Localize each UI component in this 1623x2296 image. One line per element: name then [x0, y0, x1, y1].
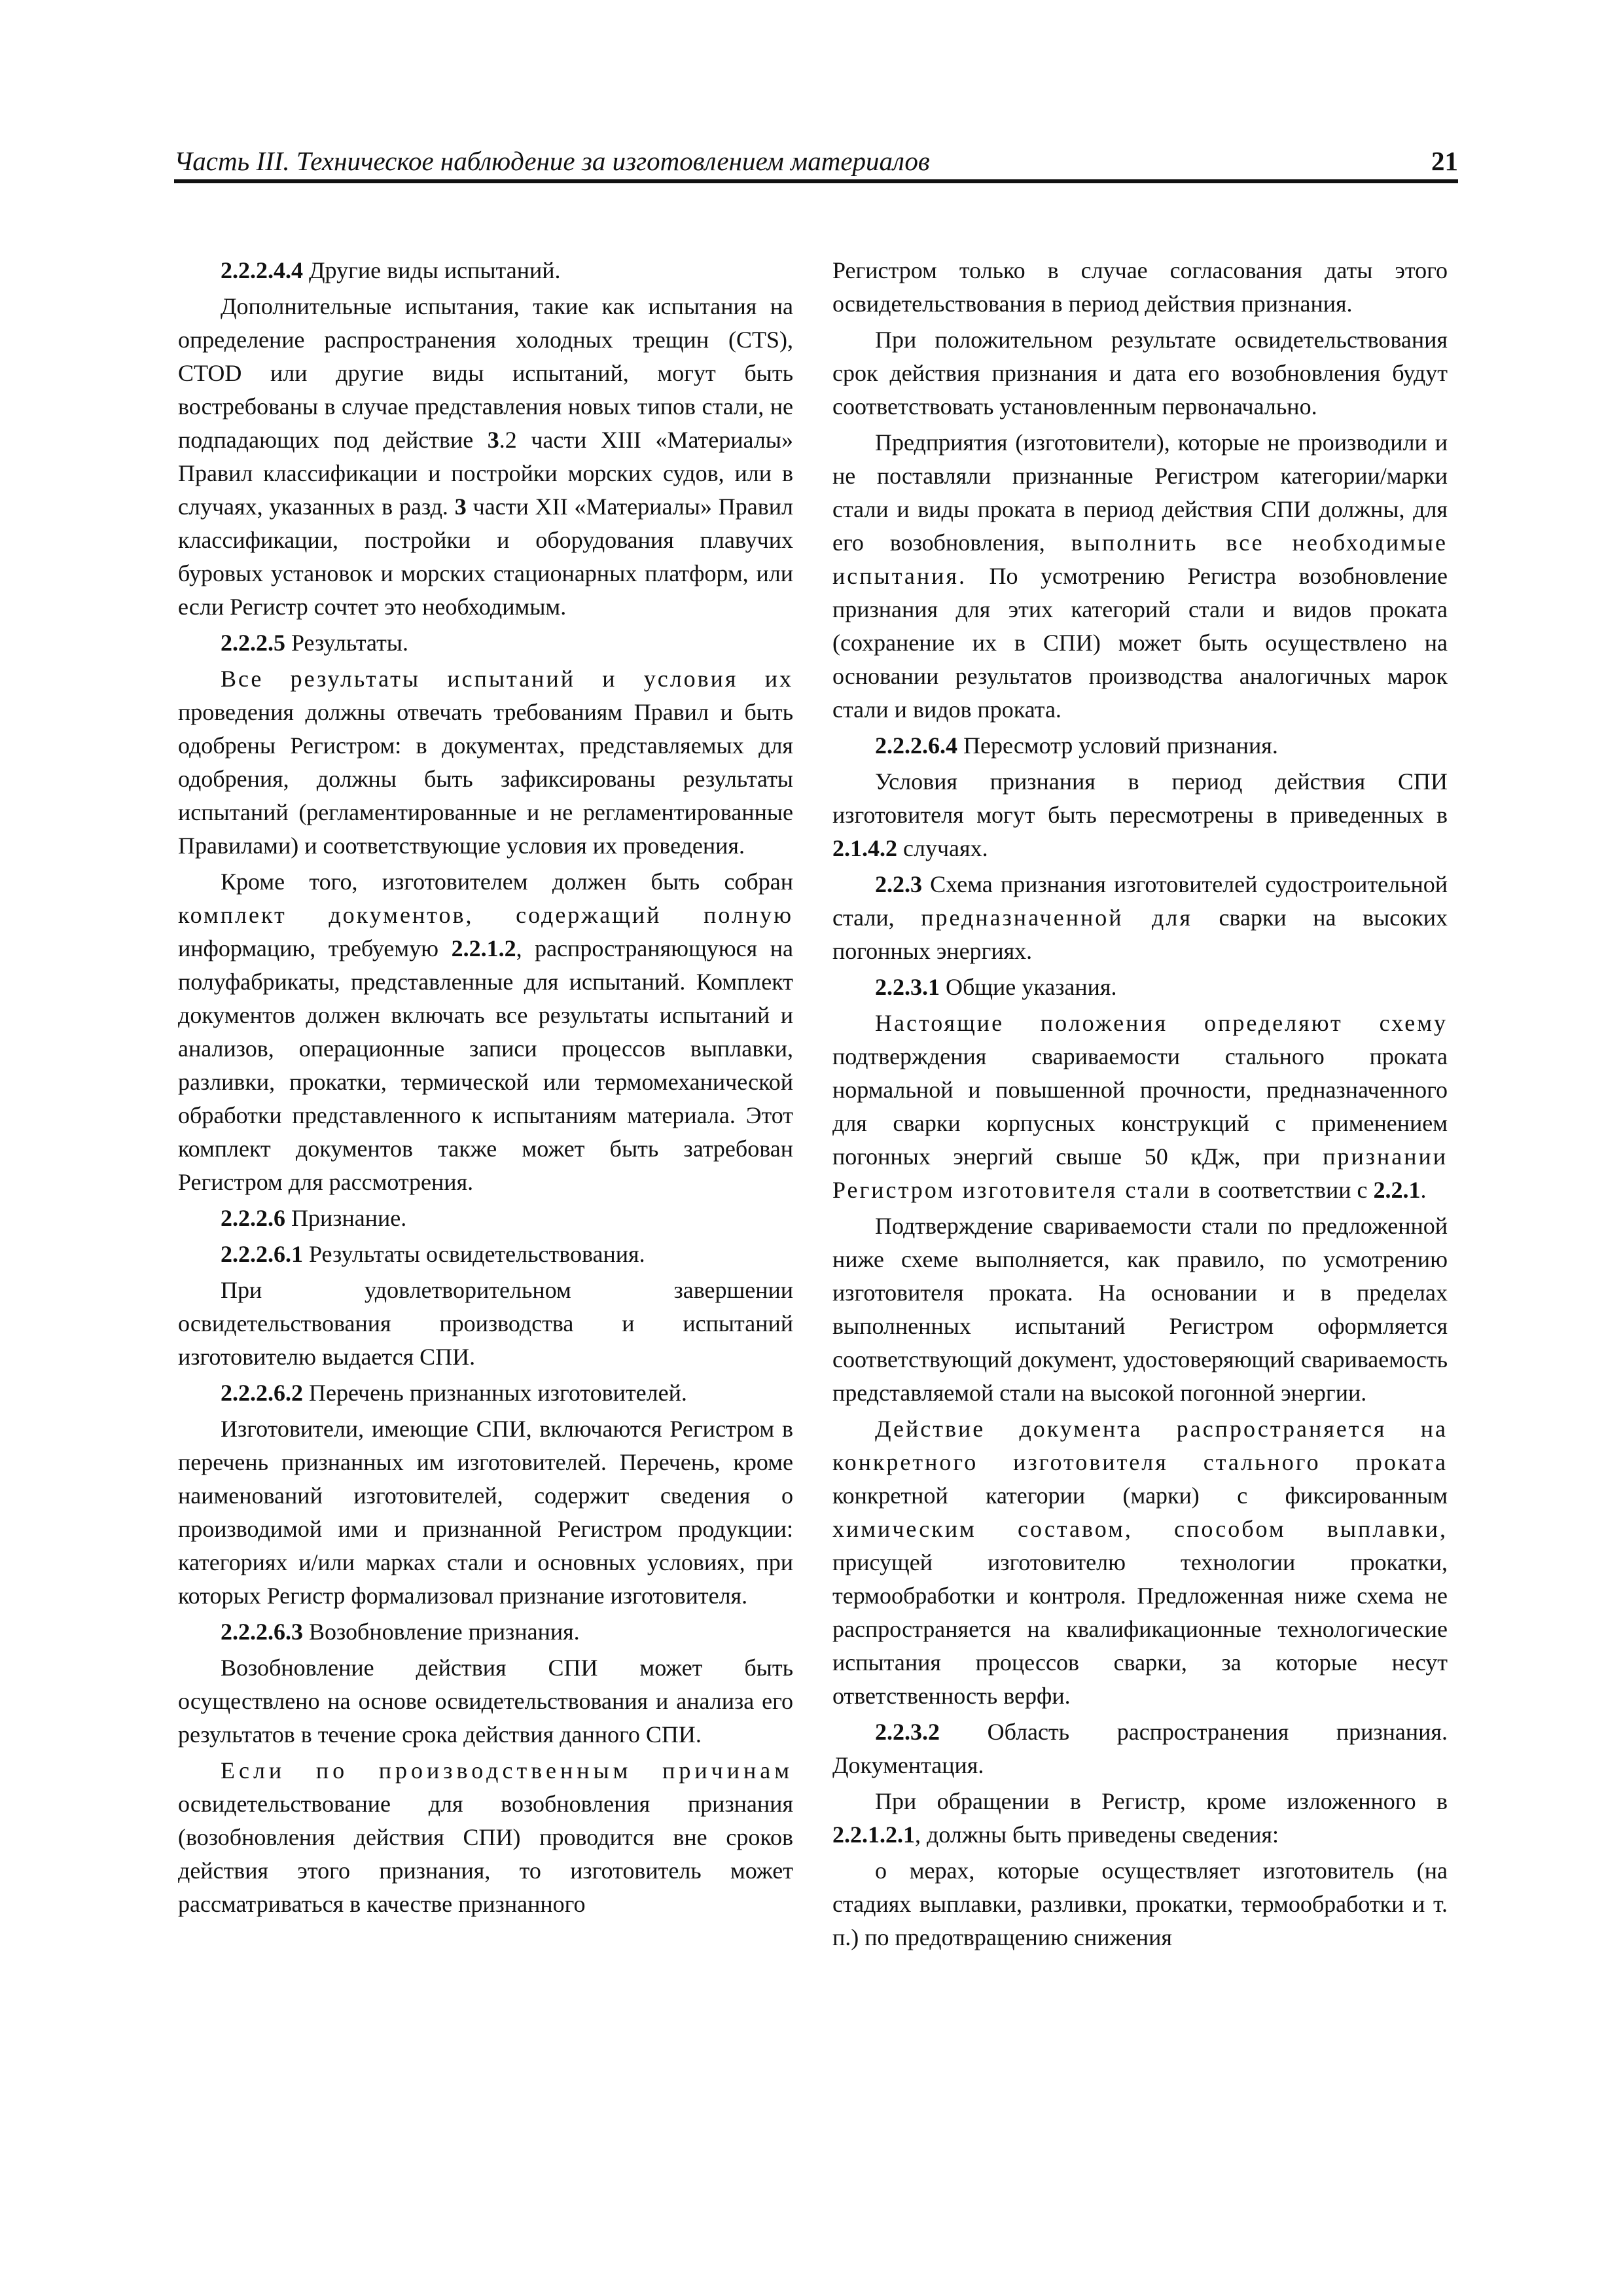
paragraph: о мерах, которые осуществляет изготовитель (на стадиях выплавки, разливки, прокатки, термообработки и т. п.) по предотвращению снижения: [832, 1857, 1448, 1950]
section-heading: [832, 729, 1448, 762]
reference: 2.1.4.2: [832, 835, 897, 861]
paragraph: [832, 765, 1448, 865]
section-number: 2.2.3: [875, 871, 922, 897]
text-run: .: [1420, 1177, 1427, 1203]
text-run: , распространяющуюся на полуфабрикаты, представленные для испытаний. Комплект документов должен включать все результаты испытаний и анализов, операционные записи процессов выплавки, разливки, прокатки, термической или термомеханической обработки представленного к испытаниям материала. Этот комплект документов также может быть затребован Регистром для рассмотрения.: [178, 935, 793, 1195]
section-number: 2.2.2.6.1: [221, 1241, 303, 1267]
paragraph: При положительном результате освидетельствования срок действия признания и дата его возобновления будут соответствовать установленным первоначально.: [832, 327, 1448, 420]
paragraph: Подтверждение свариваемости стали по предложенной ниже схеме выполняется, как правило, по усмотрению изготовителя проката. На основании и в пределах выполненных испытаний Регистром оформляется соответствующий документ, удостоверяющий свариваемость представляемой стали на высокой погонной энергии.: [832, 1213, 1448, 1406]
section-heading: [178, 1202, 793, 1235]
text-run: Предприятия (изготовители), которые не производили и не поставляли признанные Регистром категории/марки стали и виды проката в период действия СПИ должны, для его возобновления,: [832, 429, 1448, 556]
reference: 3: [454, 493, 467, 520]
text-run: освидетельствование для возобновления признания (возобновления действия СПИ) проводится вне сроков действия этого признания, то изготовитель может рассматриваться в качестве признанного: [178, 1791, 793, 1917]
text-run: Все результаты испытаний и условия их: [221, 666, 793, 692]
section-heading: [832, 1715, 1448, 1782]
section-title: Результаты.: [285, 630, 408, 656]
section-title: Пересмотр условий признания.: [957, 732, 1278, 759]
section-heading: [178, 626, 793, 660]
section-heading: [178, 1238, 793, 1271]
section-number: 2.2.2.6.3: [221, 1619, 303, 1645]
text-run: Дополнительные испытания, такие как испытания на определение распространения холодных трещин (CTS), CTOD или другие виды испытаний, могут быть востребованы в случае представления новых типов стали, не подпадающих под действие: [178, 293, 793, 453]
section-heading: [832, 868, 1448, 968]
section-title: Возобновление признания.: [303, 1619, 580, 1645]
paragraph: Изготовители, имеющие СПИ, включаются Регистром в перечень признанных им изготовителей. Перечень, кроме наименований изготовителей, содержит сведения о производимой ими и признанной Регистром продукции: категориях и/или марках стали и основных условиях, при которых Регистр формализовал признание изготовителя.: [178, 1416, 793, 1609]
paragraph: [178, 662, 793, 863]
paragraph: [832, 1785, 1448, 1852]
text-run: соответствии с: [1212, 1177, 1374, 1203]
reference: 2.2.1.2.1: [832, 1821, 915, 1848]
section-title: Область распространения признания. Документация.: [832, 1719, 1448, 1778]
text-run: подтверждения свариваемости стального проката нормальной и повышенной прочности, предназначенного для сварки корпусных конструкций с применением погонных энергий свыше 50 кДж, при: [832, 1043, 1448, 1170]
paragraph: [178, 290, 793, 624]
text-run: При обращении в Регистр, кроме изложенного в: [875, 1788, 1448, 1814]
page-number: 21: [1431, 146, 1458, 176]
text-run: выполнить все необходимые испытания.: [832, 529, 1448, 589]
text-run: информацию, требуемую: [178, 935, 452, 961]
text-run: комплект документов, содержащий полную: [178, 902, 793, 928]
text-run: конкретной категории (марки) с фиксированным: [832, 1482, 1448, 1509]
right-column: [832, 254, 1448, 1957]
text-run: химическим составом, способом выплавки,: [832, 1516, 1448, 1542]
running-title: Часть III. Техническое наблюдение за изготовлением материалов: [174, 146, 930, 176]
section-number: 2.2.2.5: [221, 630, 285, 656]
paragraph: Регистром только в случае согласования даты этого освидетельствования в период действия признания.: [832, 257, 1448, 317]
paragraph: [832, 426, 1448, 726]
text-run: .2: [499, 427, 517, 453]
section-heading: [178, 254, 793, 287]
text-run: части XII «Материалы» Правил классификации, постройки и оборудования плавучих буровых установок и морских стационарных платформ, или если Регистр сочтет это необходимым.: [178, 493, 793, 620]
section-number: 2.2.2.4.4: [221, 257, 303, 283]
text-run: Если по производственным причинам: [221, 1757, 793, 1784]
text-run: проведения должны отвечать требованиям Правил и быть одобрены Регистром: в документах, представляемых для одобрения, должны быть зафиксированы результаты испытаний (регламентированные и не регламентированные Правилами) и соответствующие условия их проведения.: [178, 699, 793, 859]
text-run: части XIII «Материалы» Правил классификации и постройки морских судов, или в случаях, указанных в разд.: [178, 427, 793, 520]
text-run: случаях.: [897, 835, 988, 861]
section-number: 2.2.2.6: [221, 1205, 285, 1231]
section-heading: [178, 1615, 793, 1649]
section-number: 2.2.2.6.4: [875, 732, 957, 759]
text-run: Кроме того, изготовителем должен быть собран: [221, 869, 793, 895]
section-title: сварки на высоких погонных энергиях.: [832, 905, 1448, 964]
paragraph: [178, 865, 793, 1199]
text-run: Условия признания в период действия СПИ изготовителя могут быть пересмотрены в приведенных в: [832, 768, 1448, 828]
section-title: предназначенной для: [921, 905, 1192, 931]
section-title: Результаты освидетельствования.: [303, 1241, 645, 1267]
paragraph: [832, 1412, 1448, 1713]
paragraph: [178, 1754, 793, 1921]
section-title: Признание.: [285, 1205, 407, 1231]
reference: 2.2.1: [1373, 1177, 1421, 1203]
text-run: По усмотрению Регистра возобновление признания для этих категорий стали и видов проката (сохранение их в СПИ) может быть осуществлено на основании результатов производства аналогичных марок стали и видов проката.: [832, 563, 1448, 723]
reference: 3: [487, 427, 499, 453]
text-run: Действие документа распространяется на конкретного изготовителя стального проката: [832, 1416, 1448, 1475]
text-run: , должны быть приведены сведения:: [915, 1821, 1279, 1848]
paragraph: Возобновление действия СПИ может быть осуществлено на основе освидетельствования и анализа его результатов в течение срока действия данного СПИ.: [178, 1655, 793, 1748]
reference: 2.2.1.2: [451, 935, 516, 961]
section-title: Другие виды испытаний.: [303, 257, 561, 283]
section-number: 2.2.3.1: [875, 974, 940, 1000]
section-heading: [178, 1376, 793, 1410]
section-title: Общие указания.: [940, 974, 1117, 1000]
section-title: Схема признания изготовителей судостроительной стали,: [832, 871, 1448, 931]
section-title: Перечень признанных изготовителей.: [303, 1380, 687, 1406]
section-number: 2.2.3.2: [875, 1719, 940, 1745]
text-run: присущей изготовителю технологии прокатки, термообработки и контроля. Предложенная ниже схема не распространяется на квалификационные технологические испытания процессов сварки, за которые несут ответственность верфи.: [832, 1549, 1448, 1709]
section-heading: [832, 971, 1448, 1004]
section-number: 2.2.2.6.2: [221, 1380, 303, 1406]
text-run: Настоящие положения определяют схему: [875, 1010, 1448, 1036]
text-run: признании Регистром изготовителя стали в: [832, 1143, 1448, 1203]
left-column: [178, 254, 793, 1924]
paragraph: [832, 1007, 1448, 1207]
paragraph: При удовлетворительном завершении освидетельствования производства и испытаний изготовителю выдается СПИ.: [178, 1277, 793, 1370]
page-header: [174, 143, 1458, 183]
